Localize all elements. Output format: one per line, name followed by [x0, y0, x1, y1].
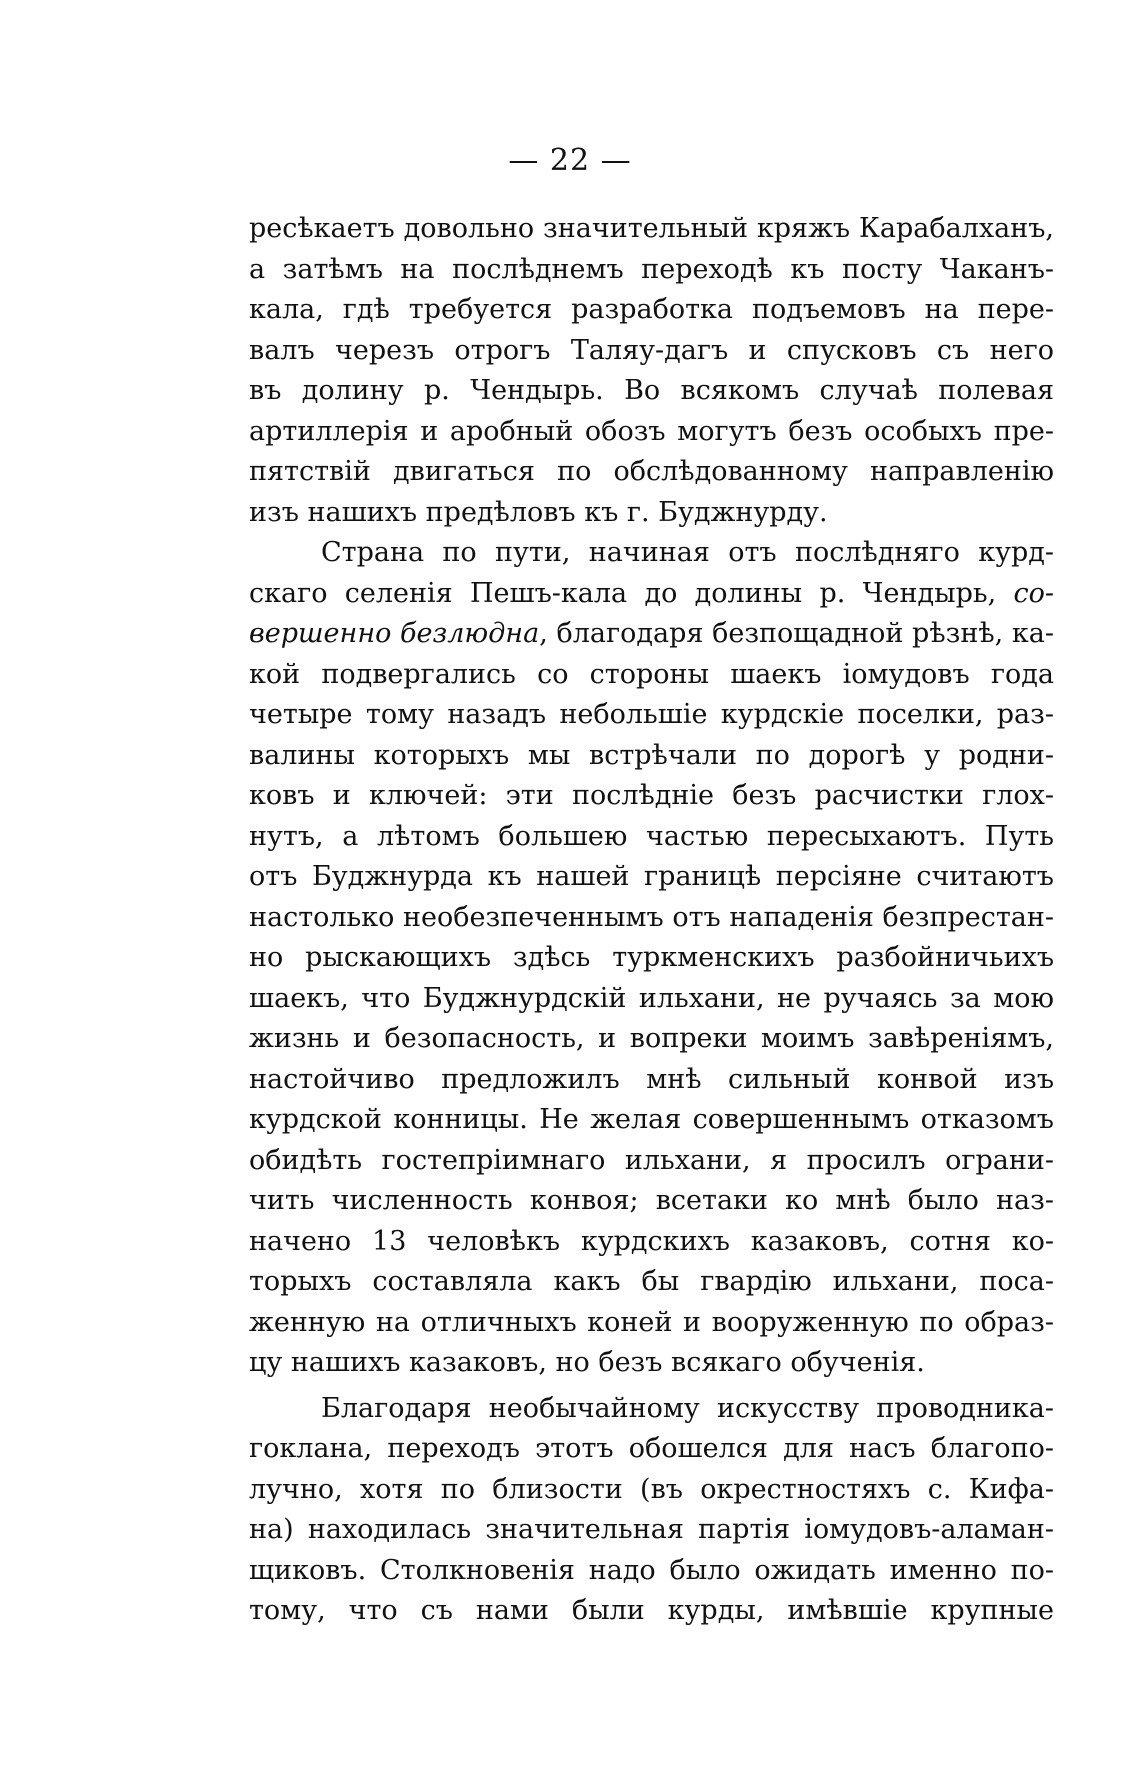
text-line: начено 13 человѣкъ курдскихъ казаковъ, сотня ко- [249, 1225, 1054, 1257]
text-line: кала, гдѣ требуется разработка подъемовъ на пере- [249, 294, 1054, 325]
text-line: настойчиво предложилъ мнѣ сильный конвой изъ [249, 1063, 1054, 1095]
text-line: Страна по пути, начиная отъ послѣдняго курд- [321, 537, 1054, 568]
text-line: пятствій двигаться по обслѣдованному направленію [249, 456, 1054, 487]
text-line: настолько необезпеченнымъ отъ нападенія безпрестан- [249, 901, 1054, 933]
text-line: валъ черезъ отрогъ Таляу-дагъ и спусковъ съ него [249, 334, 1054, 366]
paragraph-3 [249, 1389, 1054, 1632]
text-line: тому, что съ нами были курды, имѣвшіе крупные [249, 1595, 1054, 1626]
text-line: курдской конницы. Не желая совершеннымъ отказомъ [249, 1104, 1054, 1135]
text-fragment: скаго селенія Пешъ-кала до долины р. Чендырь, [249, 577, 997, 609]
text-line: ковъ и ключей: эти послѣдніе безъ расчистки глох- [249, 780, 1054, 811]
text-line: артиллерія и аробный обозъ могутъ безъ особыхъ пре- [249, 415, 1054, 447]
text-line: а затѣмъ на послѣднемъ переходѣ къ посту Чаканъ- [249, 253, 1054, 285]
italic-text: вершенно безлюдна [249, 618, 540, 649]
text-line: щиковъ. Столкновенія надо было ожидать именно по- [249, 1554, 1054, 1586]
page-number: — 22 — [508, 143, 632, 178]
text-line: шаекъ, что Буджнурдскій ильхани, не ручаясь за мою [249, 982, 1054, 1014]
body-text [249, 209, 1054, 1632]
text-line [249, 574, 1054, 615]
text-fragment: , благодаря безпощадной рѣзнѣ, ка- [539, 618, 1054, 649]
text-line [249, 614, 1054, 655]
paragraph-2 [249, 533, 1054, 1384]
text-line: женную на отличныхъ коней и вооруженную по образ- [249, 1306, 1054, 1338]
italic-text: со- [1013, 577, 1054, 609]
paragraph-1 [249, 209, 1054, 533]
text-line: обидѣть гостепріимнаго ильхани, я просилъ ограни- [249, 1144, 1054, 1176]
text-line: ресѣкаетъ довольно значительный кряжъ Карабалханъ, [249, 213, 1054, 244]
text-line: въ долину р. Чендырь. Во всякомъ случаѣ полевая [249, 375, 1054, 406]
text-line: на) находилась значительная партія іомудовъ-аламан- [249, 1514, 1054, 1545]
text-line: нутъ, а лѣтомъ большею частью пересыхаютъ. Путь [249, 820, 1054, 852]
text-line: жизнь и безопасность, и вопреки моимъ завѣреніямъ, [249, 1023, 1054, 1054]
text-line: гоклана, переходъ этотъ обошелся для насъ благопо- [249, 1433, 1054, 1464]
text-line: валины которыхъ мы встрѣчали по дорогѣ у родни- [249, 739, 1054, 771]
text-line: четыре тому назадъ небольшіе курдскіе поселки, раз- [249, 699, 1054, 730]
text-line: лучно, хотя по близости (въ окрестностяхъ с. Кифа- [249, 1473, 1054, 1505]
text-line: отъ Буджнурда къ нашей границѣ персіяне считаютъ [249, 861, 1054, 892]
text-line: кой подвергались со стороны шаекъ іомудовъ года [249, 658, 1054, 690]
text-line: цу нашихъ казаковъ, но безъ всякаго обученія. [249, 1347, 925, 1378]
text-line: чить численность конвоя; всетаки ко мнѣ было наз- [249, 1185, 1054, 1216]
text-line: Благодаря необычайному искусству проводника- [321, 1392, 1054, 1424]
text-line: но рыскающихъ здѣсь туркменскихъ разбойничьихъ [249, 942, 1054, 973]
text-line: изъ нашихъ предѣловъ къ г. Буджнурду. [249, 496, 828, 528]
text-line: торыхъ составляла какъ бы гвардію ильхани, поса- [249, 1266, 1054, 1297]
